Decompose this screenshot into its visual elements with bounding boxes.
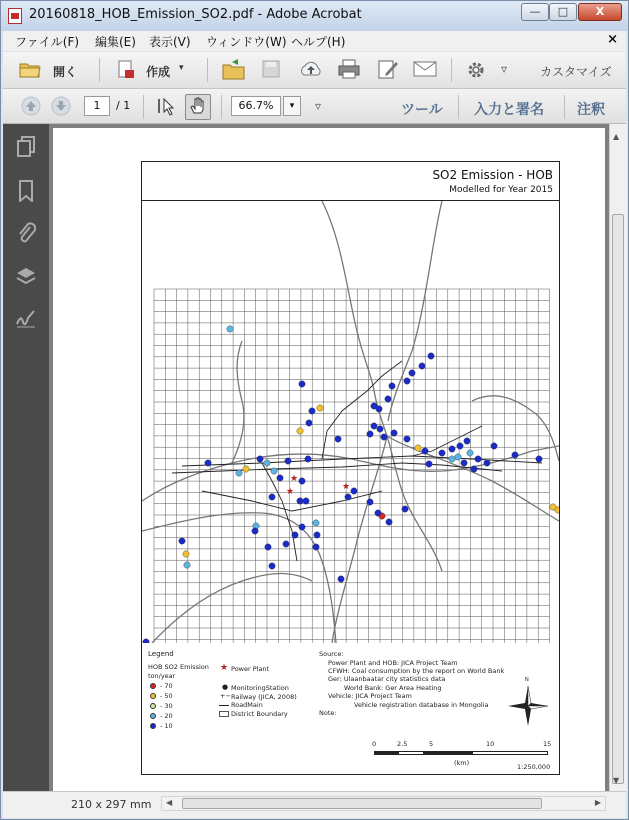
hob-point-marker — [461, 460, 467, 466]
navigation-panel — [3, 124, 49, 791]
power-plants — [286, 474, 350, 497]
menu-help[interactable]: ヘルプ(H) — [291, 35, 346, 49]
hob-point-marker — [449, 456, 455, 462]
hob-point-marker — [371, 423, 377, 429]
scroll-up-arrow-icon[interactable]: ▲ — [613, 132, 620, 141]
hob-point-marker — [381, 434, 387, 440]
select-cursor-icon[interactable] — [156, 97, 178, 122]
power-plant-star-icon: ★ — [220, 663, 229, 673]
hob-point-marker — [471, 466, 477, 472]
vertical-scrollbar[interactable] — [609, 124, 627, 791]
minimize-button[interactable]: — — [521, 3, 549, 21]
email-icon[interactable] — [413, 61, 437, 82]
hob-point-marker — [317, 405, 323, 411]
title-bar[interactable] — [1, 1, 628, 31]
open-button-label[interactable]: 開く — [53, 65, 78, 79]
scale-ratio: 1:250,000 — [517, 763, 551, 771]
open-folder-icon[interactable] — [19, 60, 41, 83]
scale-tick-2-5: 2.5 — [397, 740, 408, 748]
hob-point-marker — [386, 519, 392, 525]
legend-class-50: - 50 — [160, 692, 173, 700]
menu-bar — [3, 31, 626, 51]
print-icon[interactable] — [337, 59, 361, 84]
create-pdf-icon[interactable] — [115, 60, 137, 85]
hand-tool-icon[interactable] — [185, 94, 211, 120]
toolbar-overflow-caret[interactable]: ▿ — [501, 62, 508, 76]
hob-point-marker — [404, 378, 410, 384]
legend-class-30-swatch — [150, 703, 156, 709]
hob-point-marker — [305, 456, 311, 462]
hob-point-marker — [419, 363, 425, 369]
document-close-button[interactable]: × — [607, 32, 618, 47]
hob-point-marker — [179, 538, 185, 544]
hob-point-marker — [309, 408, 315, 414]
scale-unit: (km) — [454, 759, 470, 767]
menu-file[interactable]: ファイル(F) — [15, 35, 80, 49]
comment-pane-tab[interactable]: 注釈 — [577, 102, 605, 118]
hob-point-marker — [252, 528, 258, 534]
hob-point-marker — [404, 436, 410, 442]
district-box-icon — [219, 711, 229, 717]
hob-point-marker — [183, 551, 189, 557]
hob-point-marker — [389, 383, 395, 389]
page-total: / 1 — [116, 99, 131, 112]
power-plant-star-marker: ★ — [289, 474, 299, 484]
pdf-file-icon — [8, 8, 22, 24]
hob-point-marker — [257, 456, 263, 462]
scroll-left-arrow-icon[interactable]: ◀ — [166, 798, 173, 807]
legend-class-50-swatch — [150, 693, 156, 699]
hob-point-marker — [377, 426, 383, 432]
cloud-upload-icon[interactable] — [299, 60, 323, 83]
window-title: 20160818_HOB_Emission_SO2.pdf - Adobe Acrobat — [29, 7, 362, 22]
source-line-5: Vehicle: JICA Project Team — [328, 692, 412, 700]
legend-railway: Railway (JICA, 2008) — [231, 693, 297, 701]
hob-point-marker — [512, 452, 518, 458]
hob-point-marker — [299, 478, 305, 484]
toolbar-separator — [451, 58, 452, 82]
edit-document-icon[interactable] — [377, 59, 399, 84]
district-boundaries — [142, 201, 559, 643]
hob-point-marker — [457, 443, 463, 449]
legend-class-20: - 20 — [160, 712, 173, 720]
hob-point-marker — [292, 532, 298, 538]
customize-button[interactable]: カスタマイズ — [540, 65, 612, 79]
legend-emission-title: HOB SO2 Emission — [148, 663, 209, 671]
hob-point-marker — [428, 353, 434, 359]
legend-power-plant: Power Plant — [231, 665, 270, 673]
hob-point-marker — [338, 576, 344, 582]
source-line-4: World Bank: Ger Area Heating — [344, 684, 442, 692]
signatures-icon[interactable] — [15, 308, 37, 330]
fill-sign-pane-tab[interactable]: 入力と署名 — [474, 102, 544, 118]
legend-class-10: - 10 — [160, 722, 173, 730]
hob-point-marker — [475, 456, 481, 462]
north-arrow-icon — [506, 684, 550, 728]
north-label: N — [525, 677, 529, 683]
page-thumbnails-icon[interactable] — [15, 136, 37, 158]
power-plant-star-marker: ★ — [341, 482, 351, 492]
hob-point-marker — [439, 450, 445, 456]
hob-point-marker — [143, 639, 149, 643]
toolbar-separator — [99, 58, 100, 82]
hob-point-marker — [367, 431, 373, 437]
hob-point-marker — [243, 466, 249, 472]
legend-class-30: - 30 — [160, 702, 173, 710]
hob-point-marker — [375, 510, 381, 516]
hob-point-marker — [205, 460, 211, 466]
road-line-icon — [219, 705, 229, 706]
page-size-label: 210 x 297 mm — [71, 798, 152, 811]
save-disk-icon[interactable] — [261, 60, 281, 83]
vertical-scroll-thumb[interactable] — [612, 214, 624, 784]
create-dropdown-caret[interactable]: ▾ — [179, 63, 184, 73]
settings-gear-icon[interactable] — [466, 60, 486, 85]
scroll-down-arrow-icon[interactable]: ▼ — [613, 776, 620, 785]
legend-class-70: - 70 — [160, 682, 173, 690]
scale-tick-5: 5 — [429, 740, 434, 748]
toolbar-separator — [458, 95, 459, 119]
hob-point-marker — [351, 488, 357, 494]
source-heading: Source: — [319, 650, 344, 658]
close-button[interactable]: X — [578, 3, 622, 21]
railway-line-icon: +− — [220, 692, 231, 700]
map-layout-frame — [141, 161, 560, 775]
source-line-6: Vehicle registration database in Mongolia — [354, 701, 489, 709]
hob-point-marker — [491, 443, 497, 449]
hob-point-marker — [297, 498, 303, 504]
hob-point-marker — [484, 460, 490, 466]
attachments-paperclip-icon[interactable] — [15, 222, 37, 244]
scale-tick-0: 0 — [372, 740, 377, 748]
hob-points — [143, 326, 559, 643]
main-toolbar — [3, 52, 626, 89]
horizontal-scrollbar[interactable] — [161, 796, 606, 811]
menu-edit[interactable]: 編集(E) — [95, 35, 136, 49]
toolbar-separator — [564, 95, 565, 119]
hob-point-marker — [426, 461, 432, 467]
hob-point-marker — [345, 494, 351, 500]
hob-point-marker — [415, 445, 421, 451]
legend-class-10-swatch — [150, 723, 156, 729]
source-line-2: CFWH: Coal consumption by the report on World Bank — [328, 667, 505, 675]
scale-tick-15: 15 — [543, 740, 552, 748]
legend-class-70-swatch — [150, 683, 156, 689]
page-number-input[interactable]: 1 — [84, 96, 110, 116]
open-export-icon[interactable] — [222, 59, 246, 86]
hob-point-marker — [409, 370, 415, 376]
bookmarks-icon[interactable] — [15, 180, 37, 202]
hob-point-marker — [306, 420, 312, 426]
tools-pane-tab[interactable]: ツール — [401, 102, 443, 118]
next-page-icon[interactable] — [51, 96, 71, 121]
hob-point-marker — [265, 544, 271, 550]
hob-point-marker — [184, 562, 190, 568]
hob-point-marker — [455, 454, 461, 460]
legend-heading: Legend — [148, 650, 174, 658]
hob-point-marker — [269, 494, 275, 500]
source-note: Note: — [319, 709, 337, 717]
hob-point-marker — [314, 532, 320, 538]
hob-point-marker — [464, 438, 470, 444]
toolbar-separator — [143, 95, 144, 119]
hob-point-marker — [236, 470, 242, 476]
menu-window[interactable]: ウィンドウ(W) — [206, 35, 287, 49]
maximize-button[interactable]: □ — [549, 3, 577, 21]
hob-point-marker — [264, 460, 270, 466]
hob-point-marker — [313, 544, 319, 550]
map-subtitle: Modelled for Year 2015 — [449, 185, 553, 195]
power-plant-star-marker: ★ — [285, 487, 295, 497]
hob-point-marker — [422, 448, 428, 454]
menu-view[interactable]: 表示(V) — [149, 35, 191, 49]
legend-monitoring: MonitoringStation — [231, 684, 289, 692]
toolbar-separator — [221, 95, 222, 119]
zoom-level-input[interactable]: 66.7% — [231, 96, 281, 116]
toolbar-separator — [207, 58, 208, 82]
hob-point-marker — [391, 430, 397, 436]
hob-point-marker — [385, 396, 391, 402]
layers-icon[interactable] — [15, 266, 37, 288]
hob-point-marker — [335, 436, 341, 442]
hob-point-marker — [277, 475, 283, 481]
scroll-right-arrow-icon[interactable]: ▶ — [594, 798, 601, 807]
hob-point-marker — [285, 458, 291, 464]
hob-point-marker — [367, 499, 373, 505]
scale-bar — [374, 751, 548, 755]
zoom-dropdown-button[interactable]: ▾ — [283, 96, 301, 116]
scale-tick-10: 10 — [486, 740, 495, 748]
hob-point-marker — [271, 468, 277, 474]
hob-point-marker — [299, 381, 305, 387]
previous-page-icon[interactable] — [21, 96, 41, 121]
hob-point-marker — [297, 428, 303, 434]
hob-point-marker — [536, 456, 542, 462]
legend-district: District Boundary — [231, 710, 288, 718]
hob-point-marker — [269, 563, 275, 569]
map-title: SO2 Emission - HOB — [432, 168, 553, 182]
hob-point-marker — [449, 446, 455, 452]
source-line-1: Power Plant and HOB: JICA Project Team — [328, 659, 458, 667]
hob-point-marker — [303, 498, 309, 504]
hob-point-marker — [283, 541, 289, 547]
create-button-label[interactable]: 作成 — [146, 65, 171, 79]
legend-road: RoadMain — [231, 701, 263, 709]
legend-class-20-swatch — [150, 713, 156, 719]
hob-point-marker — [376, 406, 382, 412]
hob-point-marker — [299, 524, 305, 530]
hob-point-marker — [313, 520, 319, 526]
monitoring-station-icon: ● — [222, 683, 229, 691]
hob-point-marker — [227, 326, 233, 332]
emission-map — [142, 201, 559, 643]
hob-point-marker — [467, 450, 473, 456]
hob-point-marker — [402, 506, 408, 512]
horizontal-scroll-thumb[interactable] — [182, 798, 542, 809]
nav-overflow-caret[interactable]: ▿ — [315, 99, 322, 113]
source-line-3: Ger: Ulaanbaatar city statistics data — [328, 675, 446, 683]
legend-emission-unit: ton/year — [148, 672, 176, 680]
